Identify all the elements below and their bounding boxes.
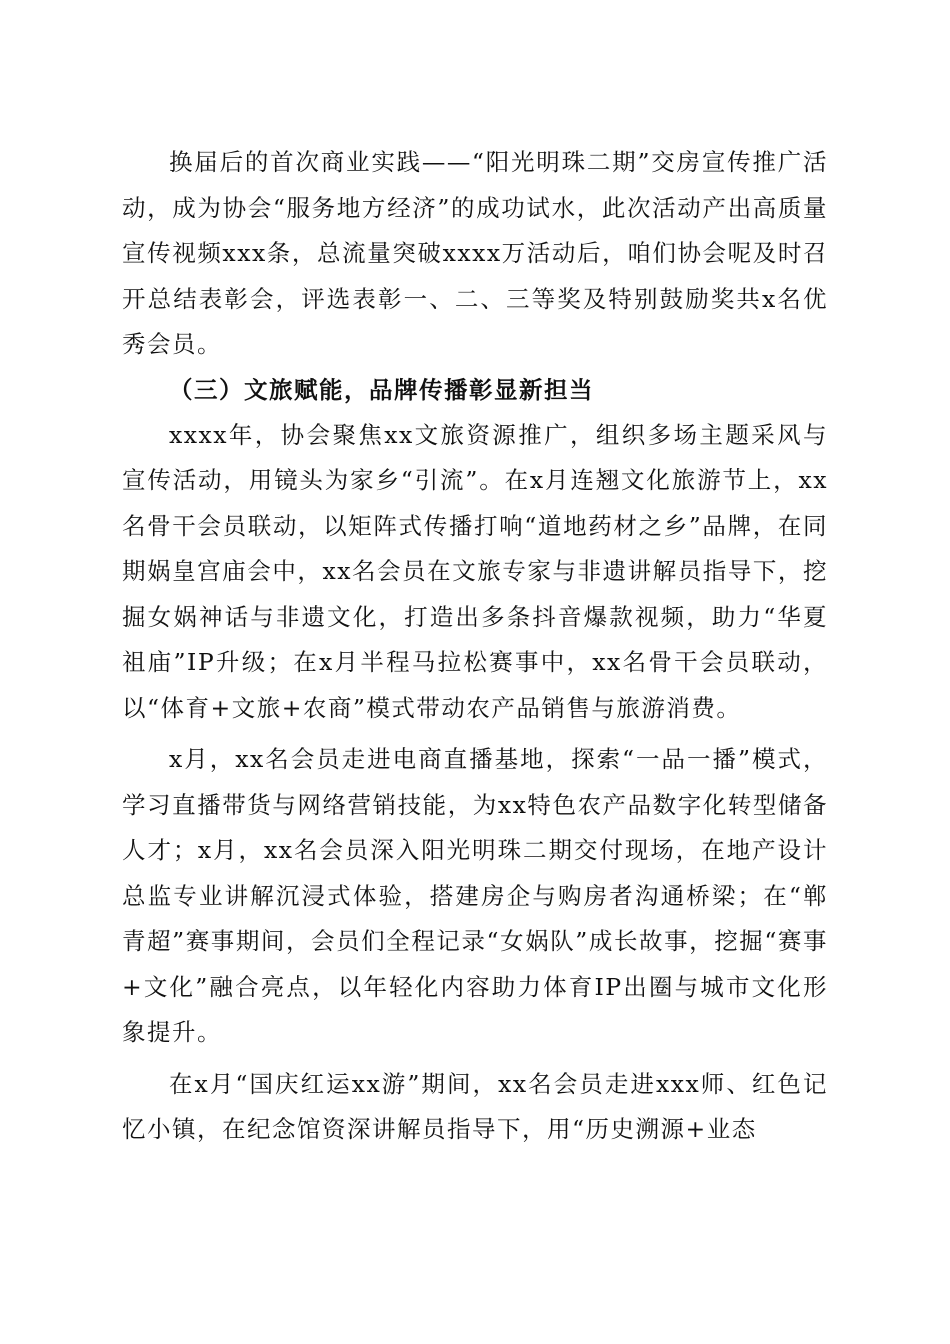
document-body (122, 140, 828, 1153)
paragraph-national-day-tour: 在x月“国庆红运xx游”期间，xx名会员走进xxx师、红色记忆小镇，在纪念馆资深讲解员指导下，用“历史溯源+业态 (122, 1069, 828, 1143)
paragraph-ecommerce-livestream: x月，xx名会员走进电商直播基地，探索“一品一播”模式，学习直播带货与网络营销技能，为xx特色农产品数字化转型储备人才；x月，xx名会员深入阳光明珠二期交付现场，在地产设计总监专业讲解沉浸式体验，搭建房企与购房者沟通桥梁；在“郸青超”赛事期间，会员们全程记录“女娲队”成长故事，挖掘“赛事+文化”融合亮点，以年轻化内容助力体育IP出圈与城市文化形象提升。 (122, 745, 828, 1046)
section-heading: （三）文旅赋能，品牌传播彰显新担当 (169, 375, 594, 404)
paragraph-cultural-tourism: xxxx年，协会聚焦xx文旅资源推广，组织多场主题采风与宣传活动，用镜头为家乡“引流”。在x月连翘文化旅游节上，xx名骨干会员联动，以矩阵式传播打响“道地药材之乡”品牌，在同期娲皇宫庙会中，xx名会员在文旅专家与非遗讲解员指导下，挖掘女娲神话与非遗文化，打造出多条抖音爆款视频，助力“华夏祖庙”IP升级；在x月半程马拉松赛事中，xx名骨干会员联动，以“体育+文旅+农商”模式带动农产品销售与旅游消费。 (122, 420, 828, 722)
paragraph-commercial-practice: 换届后的首次商业实践——“阳光明珠二期”交房宣传推广活动，成为协会“服务地方经济”的成功试水，此次活动产出高质量宣传视频xxx条，总流量突破xxxx万活动后，咱们协会呢及时召开总结表彰会，评选表彰一、二、三等奖及特别鼓励奖共x名优秀会员。 (122, 148, 828, 358)
